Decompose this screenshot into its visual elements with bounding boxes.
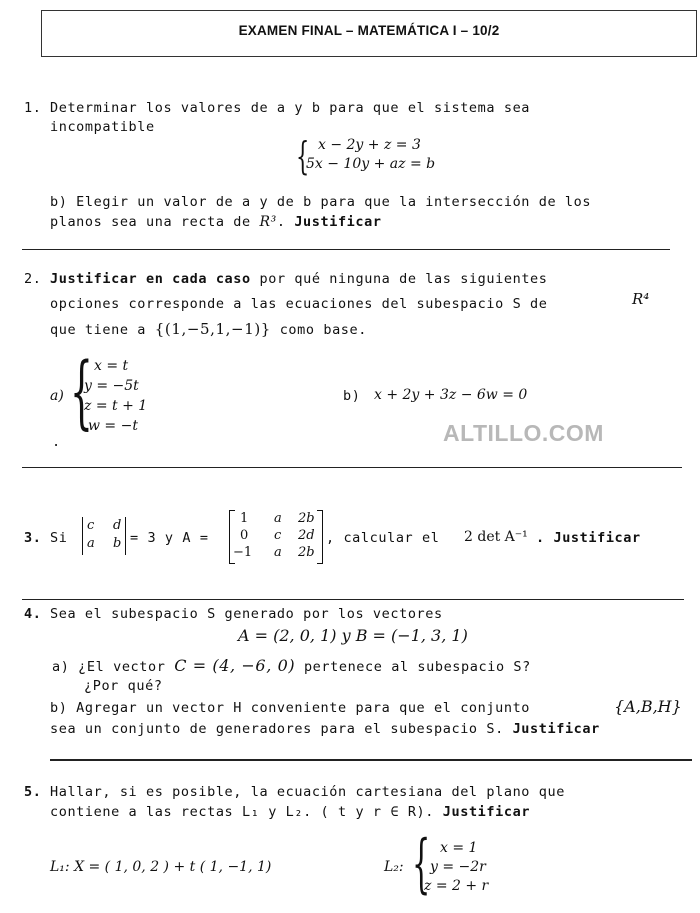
q1-eq1: x − 2y + z = 3 (318, 137, 421, 153)
matrix-cell: 0 (240, 528, 249, 543)
q4-b-line1: b) Agregar un vector H conveniente para que el conjunto (50, 700, 531, 716)
q5-l2-label: L₂: (384, 859, 404, 875)
q2-a-eq2: y = −5t (84, 378, 139, 394)
q5-number: 5. (24, 784, 42, 800)
q2-number: 2. (24, 271, 42, 287)
q1-system-brace: { (296, 134, 310, 178)
q4-justify: Justificar (512, 721, 600, 737)
q3-justify: . Justificar (536, 530, 641, 546)
q2-line2: opciones corresponde a las ecuaciones del subespacio S de (50, 296, 548, 312)
q3-determinant (82, 517, 126, 555)
det-cell: d (113, 518, 122, 533)
q2-b-label: b) (343, 388, 361, 404)
q2-space: R⁴ (632, 290, 650, 308)
q2-b-eq: x + 2y + 3z − 6w = 0 (374, 387, 528, 403)
matrix-cell: 2b (298, 545, 315, 560)
q5-justify: Justificar (442, 804, 531, 820)
q5-line2: contiene a las rectas L₁ y L₂. ( t y r ∈ R). Justificar (50, 804, 531, 820)
q5-l2-eq1: x = 1 (440, 840, 478, 856)
q5-line-l1: L₁: X = ( 1, 0, 2 ) + t ( 1, −1, 1) (50, 859, 272, 875)
q4-a-line2: ¿Por qué? (84, 678, 163, 694)
q2-a-eq3: z = t + 1 (84, 398, 148, 414)
q4-a-line1: a) ¿El vector C = (4, −6, 0) pertenece al subespacio S? (52, 656, 531, 675)
q4-line1: Sea el subespacio S generado por los vectores (50, 606, 443, 622)
q3-calc: , calcular el (326, 530, 440, 546)
q4-set: {A,B,H} (614, 697, 682, 716)
matrix-cell: 1 (240, 511, 249, 526)
det-cell: b (113, 536, 122, 551)
q3-matrix (229, 510, 323, 564)
q1-b-line2: planos sea una recta de R³. Justificar (50, 214, 382, 230)
q1-justify: Justificar (294, 214, 382, 230)
q4-vector-c: C = (4, −6, 0) (174, 656, 296, 675)
divider (22, 249, 670, 250)
q1-eq2: 5x − 10y + az = b (306, 156, 436, 172)
matrix-cell: −1 (233, 545, 253, 560)
q1-b-line1: b) Elegir un valor de a y de b para que la intersección de los (50, 194, 592, 210)
q2-dot: . (52, 434, 61, 450)
divider (22, 467, 682, 468)
q1-number: 1. (24, 100, 42, 116)
q2-a-eq4: w = −t (88, 418, 138, 434)
matrix-cell: 2b (298, 511, 315, 526)
divider (22, 599, 684, 600)
q1-line2: incompatible (50, 119, 155, 135)
q2-a-brace: { (70, 345, 93, 438)
matrix-cell: a (274, 545, 282, 560)
q5-l2-eq2: y = −2r (430, 859, 486, 875)
det-cell: c (87, 518, 95, 533)
exam-title: EXAMEN FINAL – MATEMÁTICA I – 10/2 (238, 23, 500, 38)
q2-a-label: a) (50, 388, 64, 404)
divider (50, 759, 692, 761)
watermark: ALTILLO.COM (443, 420, 604, 446)
exam-title-box (41, 10, 697, 57)
q5-line1: Hallar, si es posible, la ecuación cartesiana del plano que (50, 784, 565, 800)
matrix-cell: 2d (298, 528, 315, 543)
q1-line1: Determinar los valores de a y b para que el sistema sea (50, 100, 531, 116)
q4-number: 4. (24, 606, 42, 622)
q3-expression: 2 det A⁻¹ (464, 529, 528, 545)
det-cell: a (87, 536, 95, 551)
q4-b-line2: sea un conjunto de generadores para el subespacio S. Justificar (50, 721, 600, 737)
q2-line3: que tiene a {(1,−5,1,−1)} como base. (50, 320, 367, 338)
q3-number: 3. (24, 530, 42, 546)
matrix-cell: a (274, 511, 282, 526)
q3-si: Si (50, 530, 68, 546)
q2-line1: Justificar en cada caso por qué ninguna de las siguientes (50, 271, 548, 287)
q2-a-eq1: x = t (94, 358, 129, 374)
q2-base: {(1,−5,1,−1)} (154, 320, 271, 338)
q4-vectors: A = (2, 0, 1) y B = (−1, 3, 1) (238, 626, 468, 645)
q3-equals: = 3 y A = (130, 530, 209, 546)
q5-l2-eq3: z = 2 + r (424, 878, 489, 894)
q1-b-space: R³ (259, 214, 277, 230)
matrix-cell: c (274, 528, 282, 543)
q5-l2-brace: { (412, 827, 431, 901)
